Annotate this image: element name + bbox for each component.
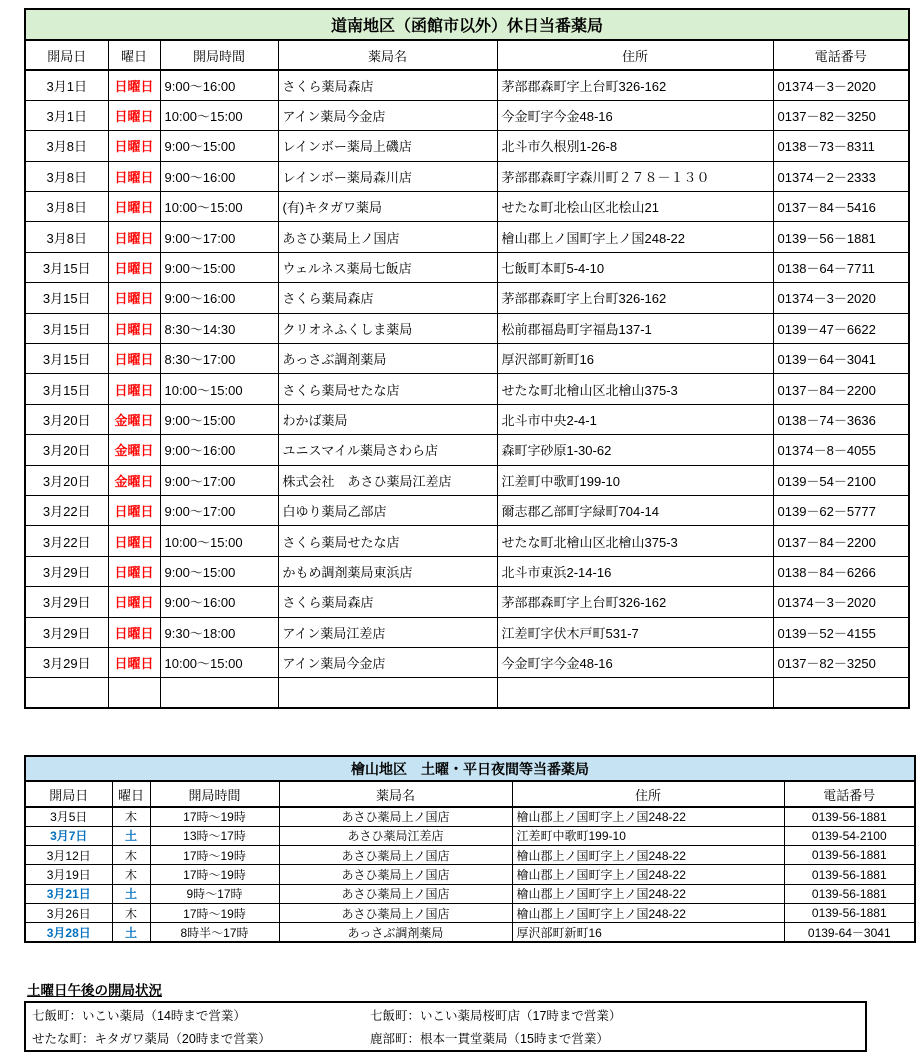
open-hours: 13時～17時 — [150, 826, 279, 845]
phone-number: 0137－84－5416 — [773, 192, 909, 222]
pharmacy-address: 厚沢部町新町16 — [512, 923, 784, 942]
pharmacy-row — [25, 70, 909, 100]
phone-number: 0139－54－2100 — [773, 465, 909, 495]
pharmacy-address: 茅部郡森町字上台町326-162 — [497, 587, 773, 617]
open-date: 3月8日 — [25, 192, 108, 222]
pharmacy-name: ウェルネス薬局七飯店 — [278, 252, 497, 282]
open-hours: 10:00～15:00 — [160, 374, 278, 404]
phone-number: 0138－73－8311 — [773, 131, 909, 161]
phone-number: 01374－3－2020 — [773, 283, 909, 313]
pharmacy-row — [25, 404, 909, 434]
pharmacy-address: 檜山郡上ノ国町字上ノ国248-22 — [512, 807, 784, 826]
open-hours: 17時～19時 — [150, 865, 279, 884]
pharmacy-name: アイン薬局今金店 — [278, 100, 497, 130]
weekday: 日曜日 — [108, 283, 160, 313]
open-date: 3月15日 — [25, 252, 108, 282]
footer-entry: 七飯町：いこい薬局桜町店（17時まで営業） — [370, 1009, 622, 1024]
phone-number: 01374－3－2020 — [773, 70, 909, 100]
open-hours: 9:00～17:00 — [160, 495, 278, 525]
table-title-row — [25, 9, 909, 40]
open-date: 3月22日 — [25, 526, 108, 556]
open-hours: 9:00～16:00 — [160, 283, 278, 313]
pharmacy-row — [25, 313, 909, 343]
open-date: 3月26日 — [25, 903, 112, 922]
phone-number: 0139－62－5777 — [773, 495, 909, 525]
pharmacy-address: 北斗市久根別1-26-8 — [497, 131, 773, 161]
open-date: 3月29日 — [25, 617, 108, 647]
pharmacy-address: 江差町字伏木戸町531-7 — [497, 617, 773, 647]
pharmacy-row — [25, 252, 909, 282]
pharmacy-address: 檜山郡上ノ国町字上ノ国248-22 — [512, 865, 784, 884]
weekday: 日曜日 — [108, 161, 160, 191]
pharmacy-address: 今金町字今金48-16 — [497, 647, 773, 677]
pharmacy-row — [25, 923, 915, 942]
open-hours: 17時～19時 — [150, 846, 279, 865]
open-date: 3月5日 — [25, 807, 112, 826]
open-hours: 10:00～15:00 — [160, 526, 278, 556]
pharmacy-name: あさひ薬局上ノ国店 — [278, 222, 497, 252]
weekday: 日曜日 — [108, 374, 160, 404]
open-date: 3月22日 — [25, 495, 108, 525]
pharmacy-address: 爾志郡乙部町字緑町704-14 — [497, 495, 773, 525]
pharmacy-name: あっさぶ調剤薬局 — [279, 923, 512, 942]
weekday: 土 — [112, 884, 150, 903]
footer-entry: 七飯町：いこい薬局（14時まで営業） — [32, 1009, 246, 1024]
table-title-row — [25, 756, 915, 781]
open-date: 3月15日 — [25, 313, 108, 343]
phone-number: 0137－84－2200 — [773, 526, 909, 556]
pharmacy-name: レインボー薬局上磯店 — [278, 131, 497, 161]
pharmacy-address: 松前郡福島町字福島137-1 — [497, 313, 773, 343]
pharmacy-row — [25, 526, 909, 556]
pharmacy-name: 株式会社 あさひ薬局江差店 — [278, 465, 497, 495]
pharmacy-name: (有)キタガワ薬局 — [278, 192, 497, 222]
pharmacy-name: あさひ薬局上ノ国店 — [279, 807, 512, 826]
hiyama-table-title: 檜山地区 土曜・平日夜間等当番薬局 — [25, 756, 915, 781]
open-date: 3月15日 — [25, 283, 108, 313]
pharmacy-address: 今金町字今金48-16 — [497, 100, 773, 130]
pharmacy-name: あさひ薬局上ノ国店 — [279, 903, 512, 922]
open-date: 3月8日 — [25, 131, 108, 161]
pharmacy-name: あっさぶ調剤薬局 — [278, 344, 497, 374]
open-date: 3月1日 — [25, 100, 108, 130]
pharmacy-row — [25, 465, 909, 495]
weekday: 木 — [112, 865, 150, 884]
open-hours: 9:00～17:00 — [160, 222, 278, 252]
pharmacy-name: さくら薬局森店 — [278, 283, 497, 313]
pharmacy-row — [25, 435, 909, 465]
open-hours: 8:30～17:00 — [160, 344, 278, 374]
col-header-open-date: 開局日 — [25, 40, 108, 70]
pharmacy-row — [25, 865, 915, 884]
weekday — [108, 678, 160, 708]
open-hours: 9時～17時 — [150, 884, 279, 903]
pharmacy-address: 檜山郡上ノ国町字上ノ国248-22 — [497, 222, 773, 252]
footer-entry: せたな町：キタガワ薬局（20時まで営業） — [32, 1031, 271, 1046]
pharmacy-row — [25, 826, 915, 845]
weekday: 日曜日 — [108, 617, 160, 647]
pharmacy-address: 檜山郡上ノ国町字上ノ国248-22 — [512, 884, 784, 903]
pharmacy-row — [25, 903, 915, 922]
saturday-afternoon-box — [24, 1001, 867, 1052]
open-date: 3月15日 — [25, 344, 108, 374]
pharmacy-name: あさひ薬局上ノ国店 — [279, 884, 512, 903]
phone-number: 0137－82－3250 — [773, 647, 909, 677]
open-date: 3月20日 — [25, 404, 108, 434]
open-hours: 9:00～16:00 — [160, 70, 278, 100]
pharmacy-name: さくら薬局森店 — [278, 587, 497, 617]
pharmacy-name: あさひ薬局上ノ国店 — [279, 846, 512, 865]
pharmacy-row — [25, 647, 909, 677]
pharmacy-name: あさひ薬局上ノ国店 — [279, 865, 512, 884]
open-date: 3月20日 — [25, 435, 108, 465]
col-header-address: 住所 — [497, 40, 773, 70]
phone-number: 0139－64－3041 — [773, 344, 909, 374]
pharmacy-name: かもめ調剤薬局東浜店 — [278, 556, 497, 586]
pharmacy-name: 白ゆり薬局乙部店 — [278, 495, 497, 525]
open-hours: 9:00～17:00 — [160, 465, 278, 495]
open-hours: 9:30～18:00 — [160, 617, 278, 647]
pharmacy-row — [25, 556, 909, 586]
dounan-table-title: 道南地区（函館市以外）休日当番薬局 — [25, 9, 909, 40]
open-date: 3月29日 — [25, 587, 108, 617]
pharmacy-address: 檜山郡上ノ国町字上ノ国248-22 — [512, 903, 784, 922]
open-hours: 9:00～16:00 — [160, 435, 278, 465]
col-header-pharmacy: 薬局名 — [278, 40, 497, 70]
phone-number: 0138－64－7711 — [773, 252, 909, 282]
weekday: 木 — [112, 903, 150, 922]
pharmacy-row — [25, 846, 915, 865]
open-hours: 8:30～14:30 — [160, 313, 278, 343]
open-date: 3月12日 — [25, 846, 112, 865]
pharmacy-row — [25, 617, 909, 647]
phone-number: 0139-54-2100 — [784, 826, 915, 845]
open-hours: 17時～19時 — [150, 903, 279, 922]
weekday: 木 — [112, 846, 150, 865]
open-hours: 10:00～15:00 — [160, 647, 278, 677]
pharmacy-address: 江差町中歌町199-10 — [512, 826, 784, 845]
pharmacy-row — [25, 807, 915, 826]
hiyama-duty-pharmacy-table — [24, 755, 916, 943]
weekday: 金曜日 — [108, 465, 160, 495]
pharmacy-row — [25, 161, 909, 191]
footer-entry: 鹿部町：根本一貫堂薬局（15時まで営業） — [370, 1031, 609, 1046]
phone-number: 0138－74－3636 — [773, 404, 909, 434]
phone-number: 01374－8－4055 — [773, 435, 909, 465]
weekday: 土 — [112, 923, 150, 942]
phone-number: 0139-56-1881 — [784, 807, 915, 826]
col-header-open-hours: 開局時間 — [160, 40, 278, 70]
open-date: 3月19日 — [25, 865, 112, 884]
pharmacy-name: アイン薬局江差店 — [278, 617, 497, 647]
open-date: 3月15日 — [25, 374, 108, 404]
column-header-row — [25, 781, 915, 807]
pharmacy-address: せたな町北檜山区北檜山375-3 — [497, 374, 773, 404]
phone-number: 0139－52－4155 — [773, 617, 909, 647]
weekday: 日曜日 — [108, 556, 160, 586]
open-hours: 17時～19時 — [150, 807, 279, 826]
open-hours: 9:00～16:00 — [160, 587, 278, 617]
weekday: 土 — [112, 826, 150, 845]
open-date: 3月29日 — [25, 647, 108, 677]
weekday: 金曜日 — [108, 404, 160, 434]
phone-number: 0139-56-1881 — [784, 884, 915, 903]
dounan-table-body — [25, 70, 909, 708]
open-date: 3月20日 — [25, 465, 108, 495]
weekday: 日曜日 — [108, 100, 160, 130]
pharmacy-row — [25, 495, 909, 525]
saturday-afternoon-title: 土曜日午後の開局状況 — [27, 983, 162, 998]
weekday: 日曜日 — [108, 313, 160, 343]
pharmacy-row — [25, 222, 909, 252]
pharmacy-name: レインボー薬局森川店 — [278, 161, 497, 191]
pharmacy-row — [25, 374, 909, 404]
col-header-open-date: 開局日 — [25, 781, 112, 807]
open-hours: 9:00～15:00 — [160, 556, 278, 586]
pharmacy-row — [25, 100, 909, 130]
weekday: 日曜日 — [108, 222, 160, 252]
weekday: 日曜日 — [108, 252, 160, 282]
phone-number: 0139-64－3041 — [784, 923, 915, 942]
open-date: 3月28日 — [25, 923, 112, 942]
open-hours: 9:00～15:00 — [160, 131, 278, 161]
pharmacy-address: 北斗市東浜2-14-16 — [497, 556, 773, 586]
pharmacy-name: さくら薬局せたな店 — [278, 526, 497, 556]
pharmacy-row — [25, 131, 909, 161]
col-header-weekday: 曜日 — [108, 40, 160, 70]
pharmacy-address: 厚沢部町新町16 — [497, 344, 773, 374]
open-date: 3月8日 — [25, 222, 108, 252]
open-date — [25, 678, 108, 708]
weekday: 木 — [112, 807, 150, 826]
col-header-pharmacy: 薬局名 — [279, 781, 512, 807]
weekday: 日曜日 — [108, 587, 160, 617]
pharmacy-address: 七飯町本町5-4-10 — [497, 252, 773, 282]
open-hours — [160, 678, 278, 708]
weekday: 金曜日 — [108, 435, 160, 465]
pharmacy-row — [25, 192, 909, 222]
pharmacy-row — [25, 587, 909, 617]
phone-number: 0137－82－3250 — [773, 100, 909, 130]
pharmacy-address: せたな町北桧山区北桧山21 — [497, 192, 773, 222]
col-header-open-hours: 開局時間 — [150, 781, 279, 807]
col-header-phone: 電話番号 — [784, 781, 915, 807]
pharmacy-name — [278, 678, 497, 708]
weekday: 日曜日 — [108, 192, 160, 222]
weekday: 日曜日 — [108, 647, 160, 677]
open-date: 3月1日 — [25, 70, 108, 100]
phone-number: 0139-56-1881 — [784, 865, 915, 884]
open-date: 3月21日 — [25, 884, 112, 903]
pharmacy-row — [25, 884, 915, 903]
pharmacy-name: ユニスマイル薬局さわら店 — [278, 435, 497, 465]
open-date: 3月7日 — [25, 826, 112, 845]
pharmacy-address — [497, 678, 773, 708]
open-date: 3月29日 — [25, 556, 108, 586]
open-hours: 9:00～16:00 — [160, 161, 278, 191]
pharmacy-name: あさひ薬局江差店 — [279, 826, 512, 845]
open-hours: 9:00～15:00 — [160, 404, 278, 434]
weekday: 日曜日 — [108, 131, 160, 161]
weekday: 日曜日 — [108, 526, 160, 556]
phone-number: 0138－84－6266 — [773, 556, 909, 586]
pharmacy-address: 茅部郡森町字上台町326-162 — [497, 283, 773, 313]
open-hours: 9:00～15:00 — [160, 252, 278, 282]
weekday: 日曜日 — [108, 495, 160, 525]
col-header-address: 住所 — [512, 781, 784, 807]
phone-number — [773, 678, 909, 708]
open-hours: 10:00～15:00 — [160, 192, 278, 222]
pharmacy-name: アイン薬局今金店 — [278, 647, 497, 677]
phone-number: 01374－3－2020 — [773, 587, 909, 617]
pharmacy-address: 北斗市中央2-4-1 — [497, 404, 773, 434]
pharmacy-address: 江差町中歌町199-10 — [497, 465, 773, 495]
pharmacy-row — [25, 344, 909, 374]
phone-number: 0139-56-1881 — [784, 846, 915, 865]
pharmacy-row — [25, 678, 909, 708]
phone-number: 0137－84－2200 — [773, 374, 909, 404]
pharmacy-address: 茅部郡森町字森川町２７８－１３０ — [497, 161, 773, 191]
open-hours: 10:00～15:00 — [160, 100, 278, 130]
pharmacy-address: 森町字砂原1-30-62 — [497, 435, 773, 465]
hiyama-table-body — [25, 807, 915, 942]
pharmacy-address: 茅部郡森町字上台町326-162 — [497, 70, 773, 100]
dounan-holiday-pharmacy-table — [24, 8, 910, 709]
phone-number: 0139－47－6622 — [773, 313, 909, 343]
col-header-weekday: 曜日 — [112, 781, 150, 807]
pharmacy-name: さくら薬局せたな店 — [278, 374, 497, 404]
phone-number: 01374－2－2333 — [773, 161, 909, 191]
pharmacy-row — [25, 283, 909, 313]
pharmacy-name: さくら薬局森店 — [278, 70, 497, 100]
open-date: 3月8日 — [25, 161, 108, 191]
col-header-phone: 電話番号 — [773, 40, 909, 70]
pharmacy-name: クリオネふくしま薬局 — [278, 313, 497, 343]
pharmacy-address: せたな町北檜山区北檜山375-3 — [497, 526, 773, 556]
weekday: 日曜日 — [108, 344, 160, 374]
pharmacy-name: わかば薬局 — [278, 404, 497, 434]
column-header-row — [25, 40, 909, 70]
phone-number: 0139－56－1881 — [773, 222, 909, 252]
open-hours: 8時半～17時 — [150, 923, 279, 942]
phone-number: 0139-56-1881 — [784, 903, 915, 922]
weekday: 日曜日 — [108, 70, 160, 100]
pharmacy-address: 檜山郡上ノ国町字上ノ国248-22 — [512, 846, 784, 865]
